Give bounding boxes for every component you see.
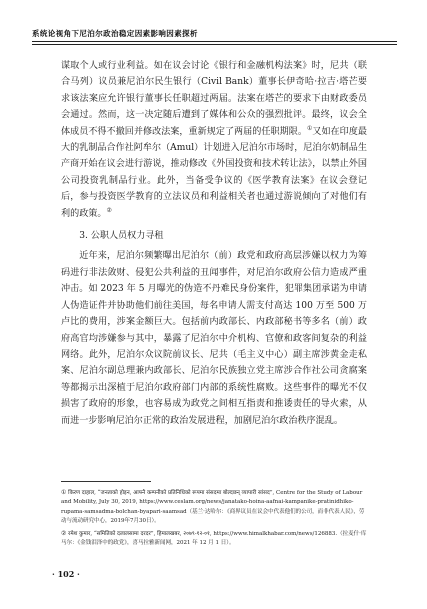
footnote-1-text: किरण दाहाल, “जनताको होइन, आफ्नै कम्पनीको प्रतिनिधिको रूपमा संसदमा बोल्दछन् व्यापारी सांसद”, Centre for the Study of Labour and Mobility, July 30, 2019, https://www.ceslam.org/news/janatako-hoina-aafnai-kampanike-pratinidhiko-rupama-samsadma-bolchan-byapari-saamsad（基兰·达哈尔：《商界议员在议会中代表他们的公司，而非代表人民》，劳动与流动研究中心，2019年7月30日）。 (61, 490, 365, 525)
footnote-2-text: रमेश कुमार, “समितिको दलालसामा दरदर”, हिमालखबर, २०७९-१२-०१, https://www.himalkhabar.com/news/126883.（拉麦什·库马尔：《金钱泪泽中的政党》，喜马拉雅新闻网，2021 年 12 月 1 日）。 (61, 530, 367, 547)
running-header: 系统论视角下尼泊尔政治稳定因素影响因素探析 (32, 29, 198, 38)
footnotes (61, 488, 367, 550)
header-rule (32, 41, 397, 42)
footnote-1 (61, 488, 367, 527)
footnote-ref-1[interactable]: ① (306, 124, 313, 132)
header-rule-thin (32, 44, 397, 45)
paragraph-1 (61, 58, 367, 222)
section-heading: 3. 公职人员权力寻租 (79, 231, 164, 242)
page-number: · 102 · (52, 569, 80, 579)
paragraph-2: 近年来，尼泊尔频繁曝出尼泊尔（前）政党和政府高层涉嫌以权力为筹码进行非法敛财、侵犯公共利益的丑闻事件，对尼泊尔政府公信力造成严重冲击。如 2023 年 5 月曝光的伪造不丹难民身份案件，犯罪集团承诺为申请人伪造证件并协助他们前往美国，每名申请人需支付高达 100 万至 500 万卢比的费用，涉案金额巨大。包括前内政部长、内政部秘书等多名（前）政府高官均涉嫌参与其中，暴露了尼泊尔中介机构、官僚和政客间复杂的利益网络。此外，尼泊尔众议院前议长、尼共（毛主义中心）副主席涉黄金走私案、尼泊尔副总理兼内政部长、尼泊尔民族独立党主席涉合作社公司贪腐案等都揭示出深植于尼泊尔政府部门内部的系统性腐败。这些事件的曝光不仅损害了政府的形象，也容易成为政党之间相互指责和推诿责任的导火索，从而进一步影响尼泊尔正常的政治发展进程，加剧尼泊尔政治秩序混乱。 (61, 251, 367, 426)
footnote-2-mark: ② (61, 529, 67, 537)
footnote-2 (61, 529, 367, 549)
paragraph-1-part-a: 谋取个人或行业利益。如在议会讨论《银行和金融机构法案》时，尼共（联合马列）议员兼尼泊尔民生银行（Civil Bank）董事长伊奇哈·拉吉·塔芒要求该法案应允许银行董事长任职超过两届。法案在塔芒的要求下由财政委员会通过。然而，这一决定随后遭到了媒体和公众的强烈批评。最终，议会全体成员不得不撤回并修改法案，重新规定了两届的任职期限。 (61, 61, 367, 137)
footnote-ref-2[interactable]: ② (106, 206, 112, 214)
footnote-rule (61, 481, 151, 482)
main-text (61, 58, 367, 429)
footnote-1-mark: ① (61, 489, 67, 496)
paragraph-1-part-b: 又如在印度最大的乳制品合作社阿牟尔（Amul）计划进入尼泊尔市场时，尼泊尔奶制品生产商开始在议会进行游说，推动修改《外国投资和技术转让法》，以禁止外国公司投资乳制品行业。此外，当备受争议的《医学教育法案》在议会登记后，参与投资医学教育的立法议员和利益相关者也通过游说倾向了对他们有利的政策。 (61, 126, 367, 219)
